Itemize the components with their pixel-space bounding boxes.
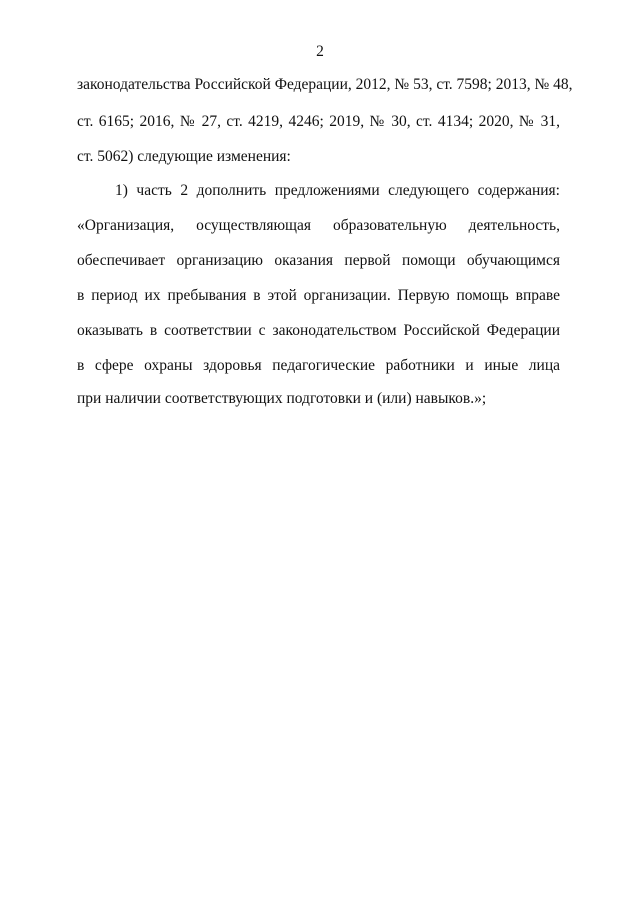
- text-line: в сфере охраны здоровья педагогические работники и иные лица: [77, 357, 560, 374]
- text-line: «Организация, осуществляющая образовательную деятельность,: [77, 217, 560, 234]
- text-line: ст. 5062) следующие изменения:: [77, 148, 291, 165]
- text-line: в период их пребывания в этой организации. Первую помощь вправе: [77, 287, 560, 304]
- text-line: ст. 6165; 2016, № 27, ст. 4219, 4246; 2019, № 30, ст. 4134; 2020, № 31,: [77, 113, 560, 130]
- page-number: 2: [316, 43, 324, 60]
- text-line: оказывать в соответствии с законодательством Российской Федерации: [77, 322, 560, 339]
- text-line: законодательства Российской Федерации, 2012, № 53, ст. 7598; 2013, № 48,: [77, 76, 573, 93]
- text-line: 1) часть 2 дополнить предложениями следующего содержания:: [115, 182, 560, 199]
- text-line: обеспечивает организацию оказания первой помощи обучающимся: [77, 252, 560, 269]
- text-line: при наличии соответствующих подготовки и (или) навыков.»;: [77, 390, 487, 407]
